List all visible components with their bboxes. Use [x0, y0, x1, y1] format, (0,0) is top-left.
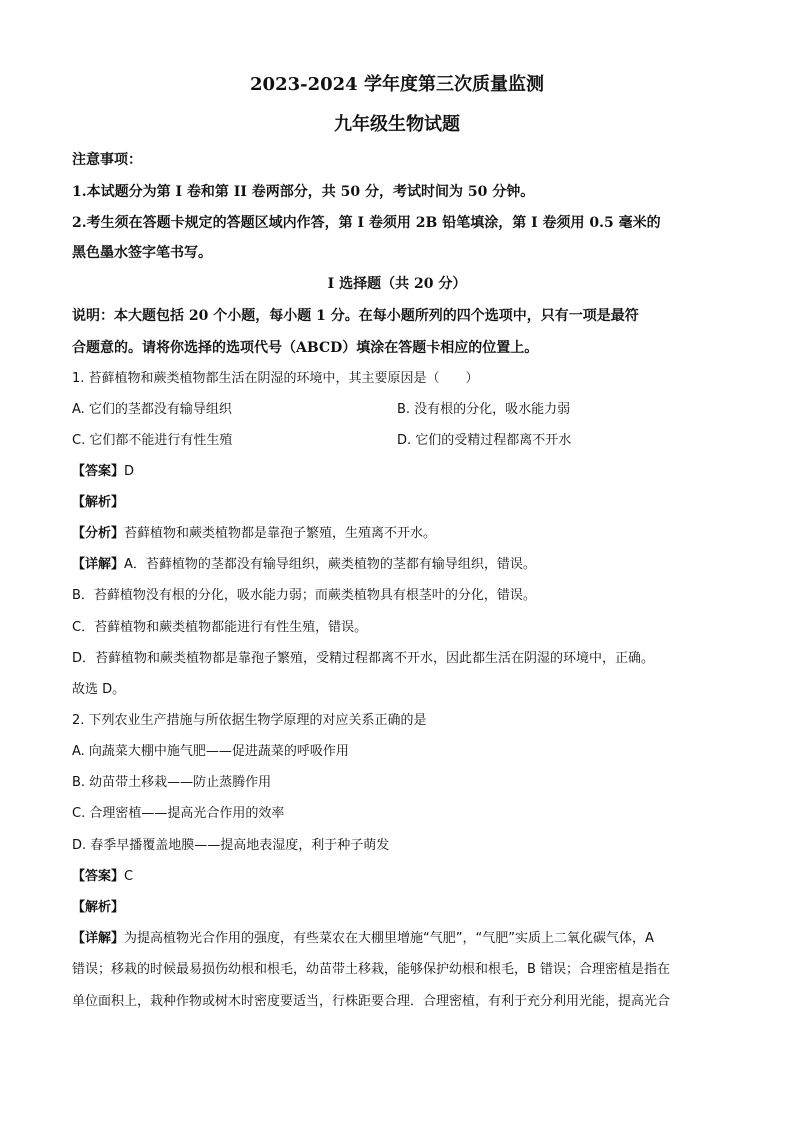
q1-option-b: B. 没有根的分化，吸水能力弱 — [397, 402, 571, 417]
notes-item-2-line-2: 黑色墨水签字笔书写。 — [72, 245, 212, 261]
q1-option-d: D. 它们的受精过程都离不开水 — [397, 433, 572, 448]
q1-detail-c: C．苔藓植物和蕨类植物都能进行有性生殖，错误。 — [72, 620, 368, 635]
notes-item-2-line-1: 2.考生须在答题卡规定的答题区域内作答，第 I 卷须用 2B 铅笔填涂，第 I 卷须用 0.5 毫米的 — [72, 215, 661, 231]
q2-option-d: D. 春季早播覆盖地膜——提高地表湿度，利于种子萌发 — [72, 838, 390, 853]
q1-fenxi-tag: 【分析】 — [72, 526, 125, 541]
q1-answer-row — [72, 462, 134, 482]
q2-detail-line-3: 单位面积上，栽种作物或树木时密度要适当，行株距要合理．合理密植，有利于充分利用光能，提高光合 — [72, 994, 671, 1009]
document-subtitle: 九年级生物试题 — [334, 114, 460, 135]
q1-stem: 1. 苔藓植物和蕨类植物都生活在阴湿的环境中，其主要原因是（ ） — [72, 371, 479, 386]
q1-answer: D — [124, 464, 135, 479]
section-title: I 选择题（共 20 分） — [327, 276, 467, 292]
q2-detail-tag: 【详解】 — [72, 931, 125, 946]
q2-answer-row — [72, 867, 133, 887]
q1-detail-a: A．苔藓植物的茎都没有输导组织，蕨类植物的茎都有输导组织，错误。 — [124, 557, 536, 572]
q2-detail-line-1: 为提高植物光合作用的强度，有些菜农在大棚里增施“气肥”，“气肥”实质上二氧化碳气体，A — [124, 931, 654, 946]
q2-answer-tag: 【答案】 — [72, 869, 125, 884]
q1-detail-row — [72, 555, 536, 575]
q2-detail-row — [72, 929, 654, 949]
q2-analysis-tag: 【解析】 — [72, 900, 125, 915]
q2-stem: 2. 下列农业生产措施与所依据生物学原理的对应关系正确的是 — [72, 713, 427, 728]
q1-option-c: C. 它们都不能进行有性生殖 — [72, 433, 233, 448]
q1-fenxi-row — [72, 524, 436, 544]
q2-option-b: B. 幼苗带土移栽——防止蒸腾作用 — [72, 775, 272, 790]
q2-answer: C — [124, 869, 134, 884]
q2-option-c: C. 合理密植——提高光合作用的效率 — [72, 806, 285, 821]
notes-item-1: 1.本试题分为第 I 卷和第 II 卷两部分，共 50 分，考试时间为 50 分钟。 — [72, 184, 535, 200]
notes-heading: 注意事项： — [72, 152, 142, 168]
q2-option-a: A. 向蔬菜大棚中施气肥——促进蔬菜的呼吸作用 — [72, 744, 349, 759]
q1-conclusion: 故选 D。 — [72, 682, 126, 697]
q1-detail-b: B．苔藓植物没有根的分化，吸水能力弱；而蕨类植物具有根茎叶的分化，错误。 — [72, 588, 536, 603]
q1-analysis-tag: 【解析】 — [72, 495, 125, 510]
q1-detail-d: D．苔藓植物和蕨类植物都是靠孢子繁殖，受精过程都离不开水，因此都生活在阴湿的环境中，正确。 — [72, 651, 655, 666]
q1-detail-tag: 【详解】 — [72, 557, 125, 572]
document-title: 2023-2024 学年度第三次质量监测 — [250, 74, 544, 95]
q2-detail-line-2: 错误；移栽的时候最易损伤幼根和根毛，幼苗带土移栽，能够保护幼根和根毛，B 错误；合理密植是指在 — [72, 962, 671, 977]
q1-option-a: A. 它们的茎都没有输导组织 — [72, 402, 232, 417]
section-desc-line-1: 说明：本大题包括 20 个小题，每小题 1 分。在每小题所列的四个选项中，只有一项是最符 — [72, 308, 639, 324]
q1-answer-tag: 【答案】 — [72, 464, 125, 479]
q1-fenxi: 苔藓植物和蕨类植物都是靠孢子繁殖，生殖离不开水。 — [124, 526, 437, 541]
section-desc-line-2: 合题意的。请将你选择的选项代号（ABCD）填涂在答题卡相应的位置上。 — [72, 340, 539, 356]
